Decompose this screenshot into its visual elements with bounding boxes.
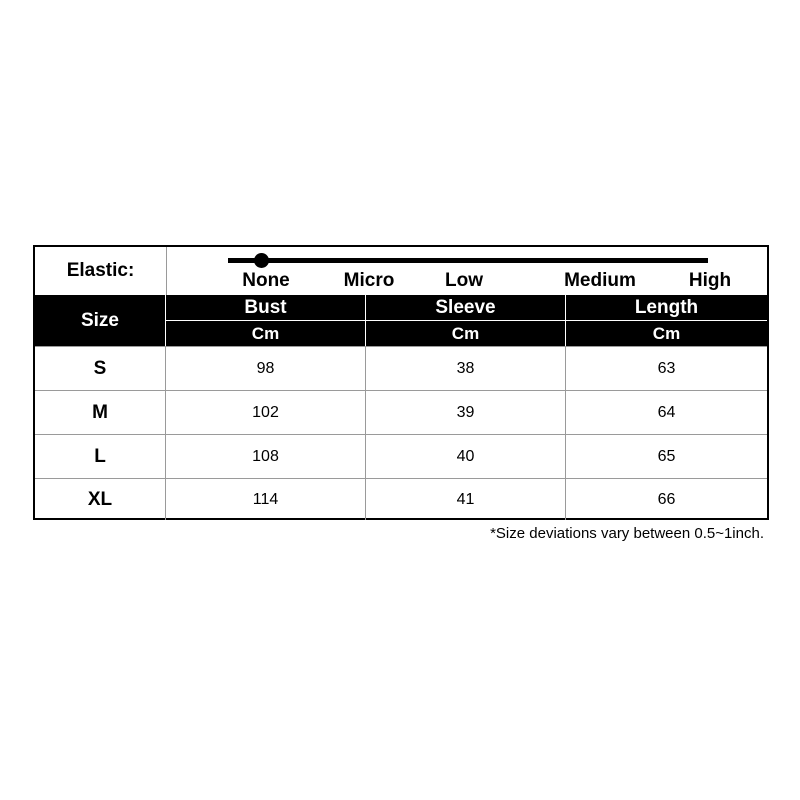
size-chart bbox=[33, 245, 769, 520]
sleeve-value: 38 bbox=[366, 347, 566, 390]
table-row bbox=[35, 346, 767, 390]
sleeve-value: 39 bbox=[366, 391, 566, 434]
bust-value: 114 bbox=[166, 479, 366, 520]
table-header bbox=[35, 295, 767, 346]
size-cell: XL bbox=[35, 479, 166, 520]
elastic-level-high: High bbox=[688, 270, 732, 291]
size-deviation-note: *Size deviations vary between 0.5~1inch. bbox=[490, 525, 764, 542]
elastic-scale-labels bbox=[166, 270, 767, 294]
length-value: 66 bbox=[657, 490, 676, 508]
table-row bbox=[35, 478, 767, 520]
sleeve-value: 41 bbox=[366, 479, 566, 520]
length-value: 64 bbox=[657, 403, 676, 421]
size-cell: S bbox=[35, 347, 166, 390]
column-name: Sleeve bbox=[366, 295, 565, 321]
bust-column-header bbox=[166, 295, 366, 346]
elastic-level-none: None bbox=[242, 270, 290, 291]
bust-value: 102 bbox=[166, 391, 366, 434]
column-name: Length bbox=[566, 295, 767, 321]
size-cell: M bbox=[35, 391, 166, 434]
sleeve-value: 40 bbox=[366, 435, 566, 478]
size-column-header: Size bbox=[35, 295, 166, 346]
size-cell: L bbox=[35, 435, 166, 478]
column-name: Bust bbox=[166, 295, 365, 321]
elastic-level-low: Low bbox=[445, 270, 483, 291]
length-value: 63 bbox=[657, 359, 676, 377]
table-row bbox=[35, 390, 767, 434]
bust-value: 98 bbox=[166, 347, 366, 390]
column-unit: Cm bbox=[451, 324, 480, 343]
length-value: 65 bbox=[657, 447, 676, 465]
length-column-header bbox=[566, 295, 767, 346]
column-unit: Cm bbox=[251, 324, 280, 343]
elastic-label: Elastic: bbox=[35, 247, 167, 295]
elastic-scale bbox=[35, 247, 767, 295]
elastic-level-micro: Micro bbox=[343, 270, 395, 291]
elastic-scale-track bbox=[228, 258, 708, 263]
bust-value: 108 bbox=[166, 435, 366, 478]
table-row bbox=[35, 434, 767, 478]
elastic-level-medium: Medium bbox=[564, 270, 636, 291]
column-unit: Cm bbox=[652, 324, 681, 343]
elastic-scale-indicator bbox=[254, 253, 269, 268]
sleeve-column-header bbox=[366, 295, 566, 346]
